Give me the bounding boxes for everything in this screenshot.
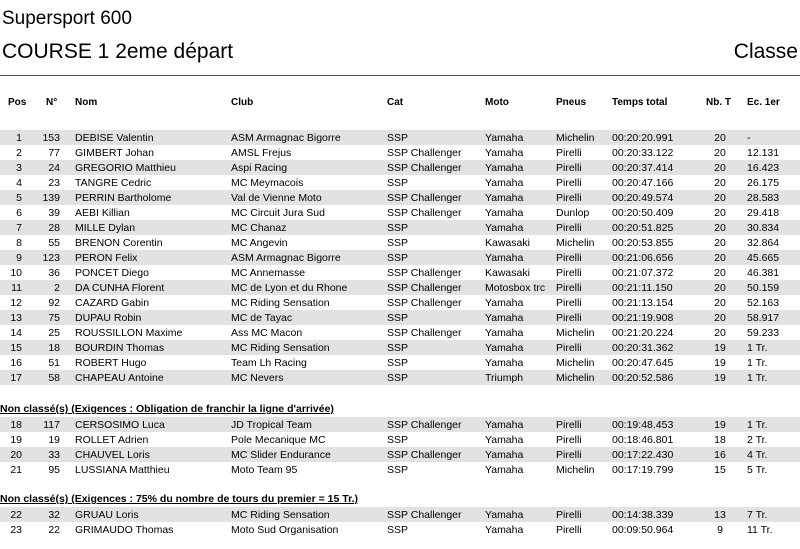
section-heading: Non classé(s) (Exigences : Obligation de franchir la ligne d'arrivée): [0, 403, 334, 415]
cell-nbt: 19: [714, 357, 726, 369]
cell-temps: 00:21:06.656: [612, 252, 674, 264]
cell-moto: Kawasaki: [485, 237, 530, 249]
cell-num: 24: [48, 162, 60, 174]
cell-temps: 00:20:37.414: [612, 162, 674, 174]
cell-num: 22: [48, 524, 60, 536]
table-row: [0, 370, 800, 385]
cell-ec: 5 Tr.: [747, 464, 768, 476]
section-heading: Non classé(s) (Exigences : 75% du nombre de tours du premier = 15 Tr.): [0, 493, 358, 505]
cell-club: MC de Tayac: [231, 312, 293, 324]
cell-nbt: 20: [714, 327, 726, 339]
cell-nbt: 20: [714, 282, 726, 294]
header-cat: Cat: [387, 97, 404, 108]
cell-nom: BOURDIN Thomas: [75, 342, 165, 354]
header-num: N°: [46, 97, 58, 108]
table-row: [0, 522, 800, 537]
cell-nom: DUPAU Robin: [75, 312, 142, 324]
table-row: [0, 447, 800, 462]
cell-temps: 00:20:52.586: [612, 372, 674, 384]
table-row: [0, 235, 800, 250]
cell-temps: 00:20:20.991: [612, 132, 674, 144]
cell-pos: 19: [10, 434, 22, 446]
table-row: [0, 507, 800, 522]
cell-nom: ROLLET Adrien: [75, 434, 149, 446]
cell-nom: CERSOSIMO Luca: [75, 419, 165, 431]
cell-club: Team Lh Racing: [231, 357, 307, 369]
cell-moto: Kawasaki: [485, 267, 530, 279]
cell-club: MC Nevers: [231, 372, 284, 384]
cell-pos: 3: [16, 162, 22, 174]
cell-moto: Yamaha: [485, 147, 524, 159]
cell-club: MC Chanaz: [231, 222, 287, 234]
cell-temps: 00:17:22.430: [612, 449, 674, 461]
cell-temps: 00:21:13.154: [612, 297, 674, 309]
cell-pneus: Dunlop: [556, 207, 590, 219]
cell-cat: SSP: [387, 524, 409, 536]
header-divider: [0, 75, 800, 76]
cell-ec: 32.864: [747, 237, 780, 249]
cell-club: Pole Mecanique MC: [231, 434, 326, 446]
cell-nbt: 19: [714, 342, 726, 354]
cell-num: 123: [42, 252, 60, 264]
cell-temps: 00:21:19.908: [612, 312, 674, 324]
cell-cat: SSP: [387, 464, 409, 476]
cell-cat: SSP Challenger: [387, 509, 462, 521]
cell-nbt: 20: [714, 312, 726, 324]
cell-club: MC Circuit Jura Sud: [231, 207, 325, 219]
cell-pneus: Michelin: [556, 357, 595, 369]
cell-nom: AEBI Killian: [75, 207, 130, 219]
cell-ec: 2 Tr.: [747, 434, 768, 446]
cell-pneus: Michelin: [556, 237, 595, 249]
header-nbt: Nb. T: [706, 97, 731, 108]
cell-pneus: Pirelli: [556, 434, 582, 446]
cell-pos: 10: [10, 267, 22, 279]
cell-nbt: 20: [714, 177, 726, 189]
cell-moto: Yamaha: [485, 509, 524, 521]
cell-nbt: 19: [714, 372, 726, 384]
cell-moto: Yamaha: [485, 449, 524, 461]
cell-num: 18: [48, 342, 60, 354]
cell-nom: CHAPEAU Antoine: [75, 372, 164, 384]
cell-cat: SSP: [387, 357, 409, 369]
cell-pneus: Pirelli: [556, 524, 582, 536]
table-row: [0, 462, 800, 477]
cell-pos: 5: [16, 192, 22, 204]
cell-cat: SSP: [387, 342, 409, 354]
cell-nbt: 20: [714, 297, 726, 309]
cell-cat: SSP: [387, 372, 409, 384]
cell-temps: 00:19:48.453: [612, 419, 674, 431]
cell-nom: GREGORIO Matthieu: [75, 162, 176, 174]
table-row: [0, 220, 800, 235]
cell-club: ASM Armagnac Bigorre: [231, 252, 341, 264]
cell-pneus: Pirelli: [556, 282, 582, 294]
cell-club: Moto Sud Organisation: [231, 524, 339, 536]
header-ec: Ec. 1er: [747, 97, 780, 108]
cell-num: 32: [48, 509, 60, 521]
cell-ec: 7 Tr.: [747, 509, 768, 521]
cell-pneus: Pirelli: [556, 147, 582, 159]
cell-nom: PERRIN Bartholome: [75, 192, 172, 204]
cell-nom: TANGRE Cedric: [75, 177, 152, 189]
cell-moto: Yamaha: [485, 207, 524, 219]
cell-club: MC Riding Sensation: [231, 509, 330, 521]
cell-cat: SSP Challenger: [387, 207, 462, 219]
cell-nbt: 20: [714, 252, 726, 264]
table-row: [0, 340, 800, 355]
cell-moto: Yamaha: [485, 434, 524, 446]
cell-ec: 11 Tr.: [747, 524, 773, 536]
cell-nom: CHAUVEL Loris: [75, 449, 150, 461]
cell-pneus: Michelin: [556, 464, 595, 476]
cell-num: 2: [54, 282, 60, 294]
cell-num: 19: [48, 434, 60, 446]
table-row: [0, 160, 800, 175]
table-row: [0, 295, 800, 310]
cell-pos: 16: [10, 357, 22, 369]
cell-club: MC Meymacois: [231, 177, 304, 189]
table-row: [0, 145, 800, 160]
cell-nbt: 20: [714, 162, 726, 174]
cell-moto: Yamaha: [485, 419, 524, 431]
cell-pos: 7: [16, 222, 22, 234]
cell-ec: 59.233: [747, 327, 780, 339]
cell-moto: Yamaha: [485, 327, 524, 339]
cell-pos: 15: [10, 342, 22, 354]
cell-pos: 2: [16, 147, 22, 159]
table-row: [0, 175, 800, 190]
cell-cat: SSP: [387, 252, 409, 264]
cell-nom: ROBERT Hugo: [75, 357, 147, 369]
cell-moto: Yamaha: [485, 252, 524, 264]
cell-temps: 00:17:19.799: [612, 464, 674, 476]
cell-moto: Yamaha: [485, 524, 524, 536]
cell-temps: 00:20:50.409: [612, 207, 674, 219]
cell-num: 55: [48, 237, 60, 249]
cell-ec: 1 Tr.: [747, 372, 768, 384]
table-row: [0, 417, 800, 432]
cell-moto: Yamaha: [485, 464, 524, 476]
cell-nbt: 18: [714, 434, 726, 446]
cell-temps: 00:20:49.574: [612, 192, 674, 204]
cell-pneus: Pirelli: [556, 297, 582, 309]
cell-cat: SSP: [387, 177, 409, 189]
cell-num: 28: [48, 222, 60, 234]
table-row: [0, 205, 800, 220]
cell-club: Moto Team 95: [231, 464, 298, 476]
table-row: [0, 325, 800, 340]
cell-cat: SSP: [387, 434, 409, 446]
cell-moto: Triumph: [485, 372, 524, 384]
cell-nom: DEBISE Valentin: [75, 132, 154, 144]
cell-pneus: Pirelli: [556, 342, 582, 354]
cell-temps: 00:09:50.964: [612, 524, 674, 536]
cell-temps: 00:20:47.166: [612, 177, 674, 189]
header-pos: Pos: [8, 97, 27, 108]
cell-nbt: 20: [714, 267, 726, 279]
cell-cat: SSP: [387, 222, 409, 234]
cell-num: 23: [48, 177, 60, 189]
cell-ec: 29.418: [747, 207, 780, 219]
cell-nbt: 20: [714, 132, 726, 144]
cell-nom: CAZARD Gabin: [75, 297, 150, 309]
cell-cat: SSP Challenger: [387, 192, 462, 204]
cell-ec: 30.834: [747, 222, 780, 234]
cell-moto: Yamaha: [485, 357, 524, 369]
classification-label: Classe: [733, 40, 798, 63]
cell-temps: 00:21:07.372: [612, 267, 674, 279]
cell-ec: 58.917: [747, 312, 780, 324]
cell-pos: 18: [10, 419, 22, 431]
cell-nom: ROUSSILLON Maxime: [75, 327, 183, 339]
cell-nbt: 20: [714, 237, 726, 249]
cell-temps: 00:20:51.825: [612, 222, 674, 234]
table-row: [0, 250, 800, 265]
cell-cat: SSP Challenger: [387, 419, 462, 431]
cell-pneus: Pirelli: [556, 162, 582, 174]
cell-nbt: 9: [717, 524, 723, 536]
cell-pos: 11: [11, 282, 22, 294]
cell-pos: 21: [10, 464, 22, 476]
cell-nbt: 20: [714, 192, 726, 204]
cell-club: JD Tropical Team: [231, 419, 312, 431]
table-row: [0, 130, 800, 145]
cell-temps: 00:21:20.224: [612, 327, 674, 339]
cell-num: 77: [48, 147, 60, 159]
cell-ec: 45.665: [747, 252, 780, 264]
cell-num: 153: [42, 132, 60, 144]
table-row: [0, 355, 800, 370]
cell-pos: 13: [10, 312, 22, 324]
cell-cat: SSP Challenger: [387, 267, 462, 279]
cell-nom: PERON Felix: [75, 252, 138, 264]
cell-moto: Yamaha: [485, 132, 524, 144]
cell-nom: PONCET Diego: [75, 267, 149, 279]
header-temps: Temps total: [612, 97, 668, 108]
header-moto: Moto: [485, 97, 509, 108]
cell-pneus: Michelin: [556, 132, 595, 144]
cell-pneus: Pirelli: [556, 419, 582, 431]
cell-pos: 20: [10, 449, 22, 461]
cell-temps: 00:20:47.645: [612, 357, 674, 369]
cell-pos: 12: [10, 297, 22, 309]
cell-nbt: 20: [714, 147, 726, 159]
cell-pos: 14: [10, 327, 22, 339]
cell-cat: SSP Challenger: [387, 327, 462, 339]
cell-moto: Yamaha: [485, 222, 524, 234]
table-row: [0, 265, 800, 280]
cell-ec: 28.583: [747, 192, 780, 204]
cell-club: MC Slider Endurance: [231, 449, 331, 461]
cell-club: MC Riding Sensation: [231, 342, 330, 354]
cell-num: 95: [48, 464, 60, 476]
cell-pneus: Michelin: [556, 327, 595, 339]
cell-ec: 4 Tr.: [747, 449, 768, 461]
cell-temps: 00:21:11.150: [612, 282, 673, 294]
cell-nom: DA CUNHA Florent: [75, 282, 165, 294]
cell-nom: GRIMAUDO Thomas: [75, 524, 174, 536]
cell-temps: 00:18:46.801: [612, 434, 674, 446]
cell-nbt: 13: [714, 509, 726, 521]
cell-nom: GRUAU Loris: [75, 509, 139, 521]
cell-pneus: Michelin: [556, 372, 595, 384]
cell-pos: 9: [16, 252, 22, 264]
cell-cat: SSP Challenger: [387, 297, 462, 309]
page-subtitle: COURSE 1 2eme départ: [2, 40, 234, 63]
cell-pos: 23: [10, 524, 22, 536]
cell-ec: 46.381: [747, 267, 780, 279]
cell-pneus: Pirelli: [556, 509, 582, 521]
cell-ec: 1 Tr.: [747, 357, 768, 369]
cell-ec: 12.131: [747, 147, 780, 159]
cell-moto: Motosbox trc: [485, 282, 546, 294]
cell-club: Aspi Racing: [231, 162, 288, 174]
cell-moto: Yamaha: [485, 342, 524, 354]
cell-num: 75: [48, 312, 60, 324]
cell-num: 33: [48, 449, 60, 461]
cell-temps: 00:20:33.122: [612, 147, 674, 159]
cell-num: 58: [48, 372, 60, 384]
cell-pos: 8: [16, 237, 22, 249]
cell-num: 25: [48, 327, 60, 339]
cell-pos: 17: [10, 372, 22, 384]
cell-ec: 52.163: [747, 297, 780, 309]
cell-cat: SSP Challenger: [387, 147, 462, 159]
cell-nbt: 19: [714, 419, 726, 431]
cell-nbt: 20: [714, 222, 726, 234]
header-pneus: Pneus: [556, 97, 587, 108]
cell-num: 51: [48, 357, 60, 369]
cell-pneus: Pirelli: [556, 449, 582, 461]
cell-num: 39: [48, 207, 60, 219]
cell-num: 36: [48, 267, 60, 279]
cell-ec: 1 Tr.: [747, 342, 768, 354]
cell-moto: Yamaha: [485, 192, 524, 204]
cell-pos: 22: [10, 509, 22, 521]
cell-club: MC de Lyon et du Rhone: [231, 282, 348, 294]
cell-nbt: 15: [714, 464, 726, 476]
page-title: Supersport 600: [2, 8, 132, 29]
cell-club: MC Angevin: [231, 237, 288, 249]
cell-pos: 1: [16, 132, 22, 144]
cell-moto: Yamaha: [485, 312, 524, 324]
cell-nom: LUSSIANA Matthieu: [75, 464, 170, 476]
header-nom: Nom: [75, 97, 98, 108]
table-row: [0, 280, 800, 295]
cell-pneus: Pirelli: [556, 177, 582, 189]
cell-nbt: 16: [714, 449, 726, 461]
cell-pos: 6: [16, 207, 22, 219]
cell-pneus: Pirelli: [556, 252, 582, 264]
cell-nom: BRENON Corentin: [75, 237, 163, 249]
cell-temps: 00:20:53.855: [612, 237, 674, 249]
table-row: [0, 310, 800, 325]
cell-nom: GIMBERT Johan: [75, 147, 154, 159]
cell-nbt: 20: [714, 207, 726, 219]
header-club: Club: [231, 97, 254, 108]
cell-ec: -: [747, 132, 751, 144]
cell-moto: Yamaha: [485, 177, 524, 189]
cell-ec: 50.159: [747, 282, 780, 294]
cell-pneus: Pirelli: [556, 192, 582, 204]
cell-club: MC Annemasse: [231, 267, 306, 279]
cell-cat: SSP Challenger: [387, 162, 462, 174]
cell-club: Ass MC Macon: [231, 327, 303, 339]
cell-temps: 00:20:31.362: [612, 342, 674, 354]
cell-cat: SSP Challenger: [387, 282, 462, 294]
table-row: [0, 190, 800, 205]
cell-pos: 4: [16, 177, 22, 189]
cell-ec: 26.175: [747, 177, 780, 189]
cell-club: AMSL Frejus: [231, 147, 292, 159]
cell-cat: SSP Challenger: [387, 449, 462, 461]
cell-club: Val de Vienne Moto: [231, 192, 322, 204]
cell-ec: 16.423: [747, 162, 780, 174]
cell-temps: 00:14:38.339: [612, 509, 674, 521]
cell-num: 139: [42, 192, 60, 204]
cell-pneus: Pirelli: [556, 222, 582, 234]
cell-cat: SSP: [387, 237, 409, 249]
cell-club: ASM Armagnac Bigorre: [231, 132, 341, 144]
cell-num: 92: [48, 297, 60, 309]
cell-cat: SSP: [387, 312, 409, 324]
cell-ec: 1 Tr.: [747, 419, 768, 431]
cell-num: 117: [43, 419, 60, 431]
cell-moto: Yamaha: [485, 297, 524, 309]
cell-club: MC Riding Sensation: [231, 297, 330, 309]
cell-nom: MILLE Dylan: [75, 222, 136, 234]
cell-moto: Yamaha: [485, 162, 524, 174]
cell-cat: SSP: [387, 132, 409, 144]
cell-pneus: Pirelli: [556, 267, 582, 279]
table-row: [0, 432, 800, 447]
cell-pneus: Pirelli: [556, 312, 582, 324]
